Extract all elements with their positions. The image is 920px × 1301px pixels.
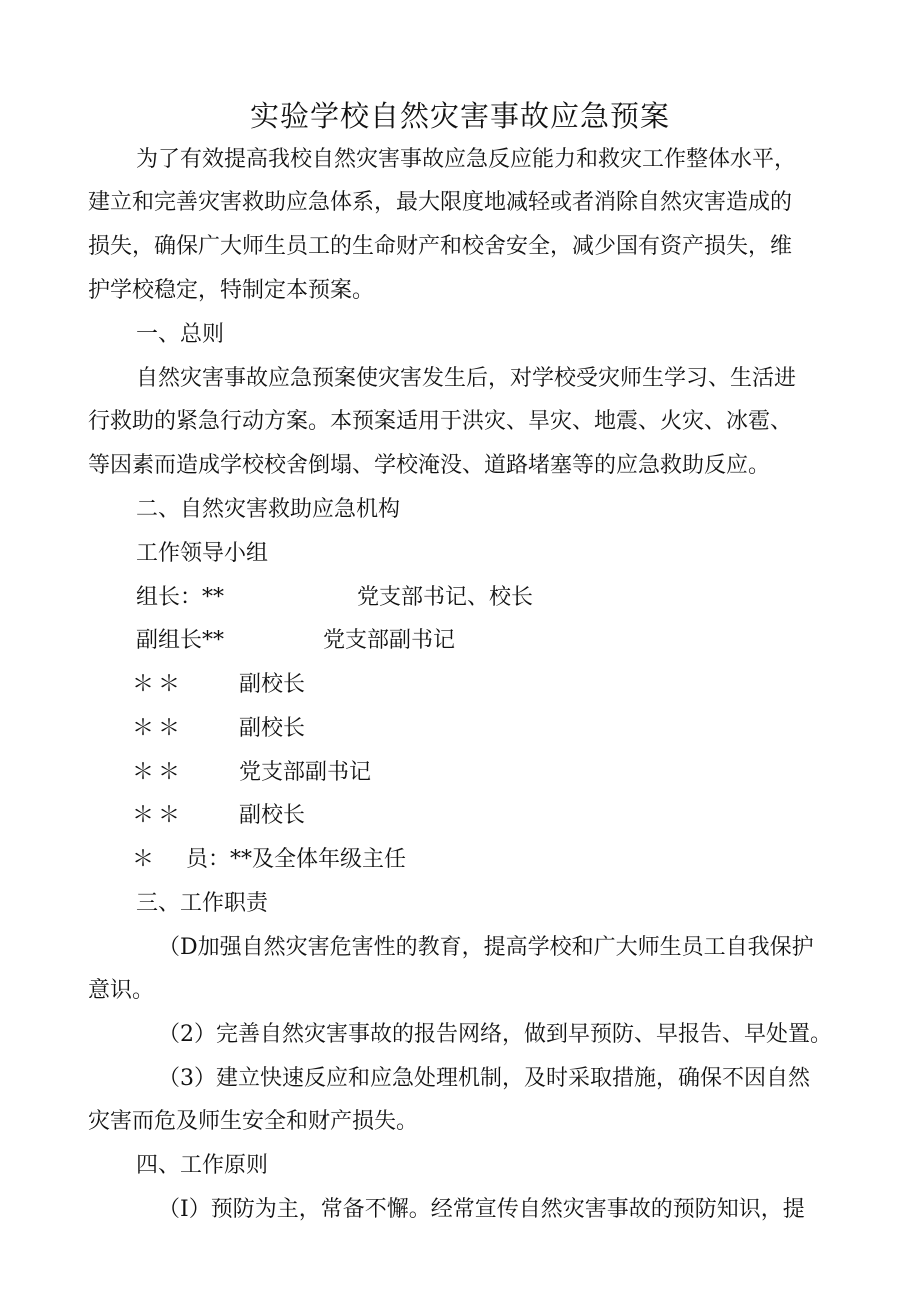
- intro-line: 护学校稳定，特制定本预案。: [88, 278, 375, 303]
- section-heading: 三、工作职责: [136, 891, 269, 916]
- duty-item-line: 灾害而危及师生安全和财产损失。: [88, 1109, 419, 1134]
- roster-role: 党支部副书记: [323, 628, 456, 653]
- roster-name: ＊＊: [132, 672, 185, 697]
- duty-item-line: （3）建立快速反应和应急处理机制，及时采取措施，确保不因自然: [158, 1066, 810, 1091]
- paragraph-line: 行救助的紧急行动方案。本预案适用于洪灾、旱灾、地震、火灾、冰雹、: [88, 409, 793, 434]
- group-title: 工作领导小组: [136, 541, 269, 566]
- roster-name: 组长：**: [136, 585, 225, 610]
- paragraph-line: 等因素而造成学校校舍倒塌、学校淹没、道路堵塞等的应急救助反应。: [88, 453, 771, 478]
- members-label: ＊: [132, 847, 155, 872]
- principle-item-line: （I）预防为主，常备不懈。经常宣传自然灾害事故的预防知识，提: [158, 1197, 805, 1222]
- roster-name: ＊＊: [132, 760, 185, 785]
- roster-name: ＊＊: [132, 716, 185, 741]
- section-heading: 一、总则: [136, 322, 225, 347]
- roster-name: 副组长**: [136, 628, 225, 653]
- paragraph-line: 自然灾害事故应急预案使灾害发生后，对学校受灾师生学习、生活进: [136, 366, 797, 391]
- roster-role: 党支部副书记: [239, 760, 372, 785]
- members-text: 员：**及全体年级主任: [186, 847, 407, 872]
- section-heading: 二、自然灾害救助应急机构: [136, 497, 401, 522]
- duty-item-line: （2）完善自然灾害事故的报告网络，做到早预防、早报告、早处置。: [158, 1022, 832, 1047]
- intro-line: 为了有效提高我校自然灾害事故应急反应能力和救灾工作整体水平，: [136, 147, 797, 172]
- intro-line: 损失，确保广大师生员工的生命财产和校舍安全，减少国有资产损失，维: [88, 234, 793, 259]
- roster-role: 副校长: [239, 803, 306, 828]
- duty-item-line: （D加强自然灾害危害性的教育，提高学校和广大师生员工自我保护: [158, 935, 814, 960]
- duty-item-line: 意识。: [88, 978, 155, 1003]
- roster-role: 副校长: [239, 716, 306, 741]
- roster-role: 党支部书记、校长: [357, 585, 534, 610]
- roster-role: 副校长: [239, 672, 306, 697]
- intro-line: 建立和完善灾害救助应急体系，最大限度地减轻或者消除自然灾害造成的: [88, 190, 793, 215]
- roster-name: ＊＊: [132, 803, 185, 828]
- section-heading: 四、工作原则: [136, 1153, 269, 1178]
- document-title: 实验学校自然灾害事故应急预案: [249, 99, 670, 133]
